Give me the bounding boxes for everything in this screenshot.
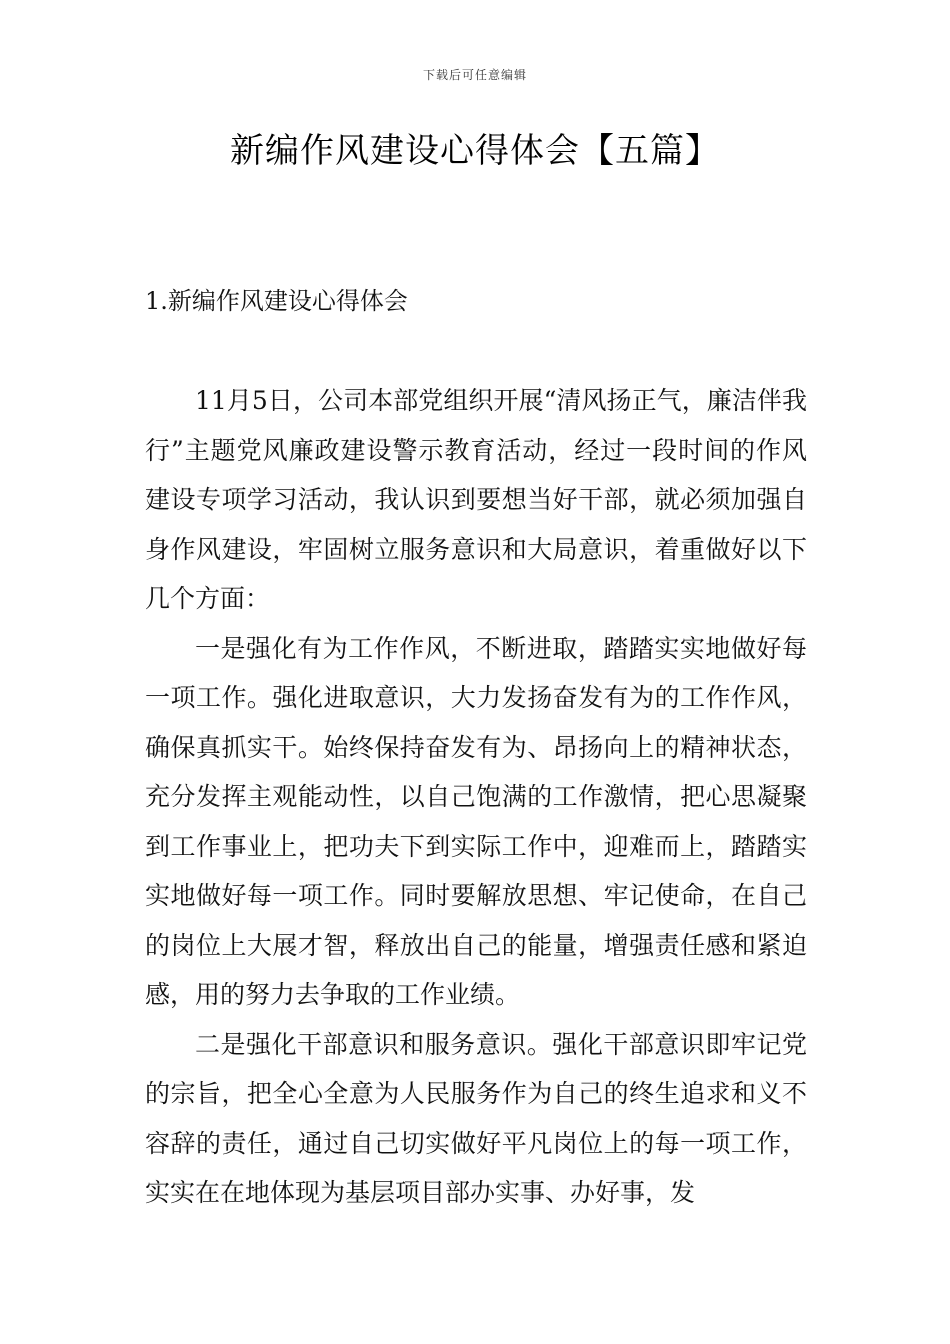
- paragraph-1: 11月5日，公司本部党组织开展“清风扬正气，廉洁伴我行”主题党风廉政建设警示教育活动，经过一段时间的作风建设专项学习活动，我认识到要想当好干部，就必须加强自身作风建设，牢固树立服务意识和大局意识，着重做好以下几个方面：: [145, 386, 807, 613]
- paragraph-3: 二是强化干部意识和服务意识。强化干部意识即牢记党的宗旨，把全心全意为人民服务作为自己的终生追求和义不容辞的责任，通过自己切实做好平凡岗位上的每一项工作，实实在在地体现为基层项目部办实事、办好事，发: [145, 1029, 807, 1207]
- document-title: 新编作风建设心得体会【五篇】: [230, 131, 720, 171]
- body-text: [145, 376, 807, 1218]
- paragraph-2: 一是强化有为工作作风，不断进取，踏踏实实地做好每一项工作。强化进取意识，大力发扬奋发有为的工作作风，确保真抓实干。始终保持奋发有为、昂扬向上的精神状态，充分发挥主观能动性，以自己饱满的工作激情，把心思凝聚到工作事业上，把功夫下到实际工作中，迎难而上，踏踏实实地做好每一项工作。同时要解放思想、牢记使命，在自己的岗位上大展才智，释放出自己的能量，增强责任感和紧迫感，用的努力去争取的工作业绩。: [145, 633, 807, 1009]
- header-note: 下载后可任意编辑: [422, 68, 527, 82]
- section-heading: 1.新编作风建设心得体会: [145, 287, 408, 315]
